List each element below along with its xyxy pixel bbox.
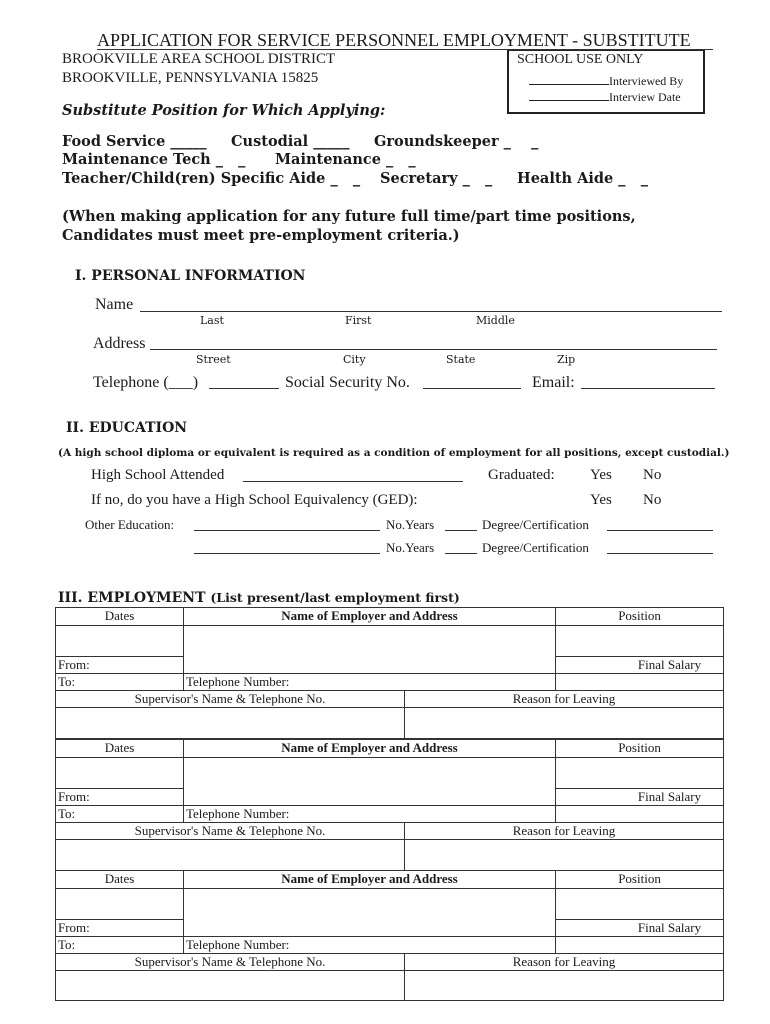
employer-telephone[interactable]: Telephone Number:	[184, 937, 556, 954]
position-teacher-aide[interactable]: Teacher/Child(ren) Specific Aide _ _	[62, 170, 361, 187]
interview-date-line	[529, 89, 681, 105]
degree-label-2: Degree/Certification	[482, 540, 589, 555]
employer-telephone[interactable]: Telephone Number:	[184, 674, 556, 691]
interview-date-label: Interview Date	[609, 90, 681, 104]
no-years-label-2: No.Years	[386, 540, 435, 555]
reason-input[interactable]	[405, 840, 724, 871]
ged-yes[interactable]: Yes	[590, 492, 612, 508]
employment-block-3	[55, 870, 724, 1001]
email-input[interactable]	[581, 388, 715, 389]
employer-telephone[interactable]: Telephone Number:	[184, 806, 556, 823]
final-salary-input[interactable]	[556, 806, 724, 823]
reason-label: Reason for Leaving	[405, 823, 724, 840]
criteria-note: (When making application for any future full time/part time positions, Candidates must meet pre-employment criteria.)	[62, 208, 636, 244]
graduated-label: Graduated:	[488, 467, 555, 483]
name-input[interactable]	[140, 311, 722, 312]
supervisor-input[interactable]	[56, 971, 405, 1001]
dates-header: Dates	[56, 608, 184, 626]
other-education-input-1[interactable]	[194, 530, 380, 531]
address-zip-caption: Zip	[557, 353, 576, 366]
ged-no[interactable]: No	[643, 492, 662, 508]
dates-header: Dates	[56, 740, 184, 758]
position-header: Position	[556, 608, 724, 626]
no-years-label-1: No.Years	[386, 517, 435, 532]
school-use-box	[507, 50, 705, 114]
final-salary-input[interactable]	[556, 937, 724, 954]
interviewed-by-label: Interviewed By	[609, 74, 684, 88]
education-heading: II. EDUCATION	[66, 420, 188, 436]
employment-heading: III. EMPLOYMENT (List present/last employment first)	[58, 590, 460, 606]
ged-label: If no, do you have a High School Equivalency (GED):	[91, 492, 418, 508]
position-header: Position	[556, 740, 724, 758]
supervisor-input[interactable]	[56, 708, 405, 739]
high-school-label: High School Attended	[91, 467, 225, 483]
other-education-input-2[interactable]	[194, 553, 380, 554]
telephone-input[interactable]	[209, 388, 279, 389]
employer-header: Name of Employer and Address	[184, 871, 556, 889]
from-field[interactable]: From:	[56, 789, 184, 806]
degree-input-2[interactable]	[607, 553, 713, 554]
education-note: (A high school diploma or equivalent is required as a condition of employment for all positions, except custodial.)	[58, 447, 730, 459]
to-field[interactable]: To:	[56, 937, 184, 954]
final-salary-label: Final Salary	[556, 920, 724, 937]
address-label: Address	[93, 335, 146, 352]
reason-label: Reason for Leaving	[405, 691, 724, 708]
from-field[interactable]: From:	[56, 657, 184, 674]
dates-header: Dates	[56, 871, 184, 889]
supervisor-input[interactable]	[56, 840, 405, 871]
to-field[interactable]: To:	[56, 806, 184, 823]
substitute-heading: Substitute Position for Which Applying:	[62, 102, 386, 119]
name-first-caption: First	[345, 314, 372, 327]
district-address: BROOKVILLE, PENNSYLVANIA 15825	[62, 70, 319, 86]
form-title: APPLICATION FOR SERVICE PERSONNEL EMPLOYMENT - SUBSTITUTE	[97, 30, 691, 50]
graduated-yes[interactable]: Yes	[590, 467, 612, 483]
final-salary-label: Final Salary	[556, 657, 724, 674]
reason-input[interactable]	[405, 708, 724, 739]
ssn-input[interactable]	[423, 388, 521, 389]
supervisor-label: Supervisor's Name & Telephone No.	[56, 823, 405, 840]
employer-header: Name of Employer and Address	[184, 608, 556, 626]
graduated-no[interactable]: No	[643, 467, 662, 483]
position-food-service[interactable]: Food Service _____	[62, 133, 207, 150]
name-middle-caption: Middle	[476, 314, 515, 327]
address-city-caption: City	[343, 353, 366, 366]
employer-input[interactable]	[184, 626, 556, 674]
address-state-caption: State	[446, 353, 476, 366]
employment-block-1	[55, 607, 724, 739]
employer-header: Name of Employer and Address	[184, 740, 556, 758]
supervisor-label: Supervisor's Name & Telephone No.	[56, 954, 405, 971]
no-years-input-1[interactable]	[445, 530, 477, 531]
address-input[interactable]	[150, 349, 717, 350]
position-input[interactable]	[556, 626, 724, 657]
final-salary-input[interactable]	[556, 674, 724, 691]
position-maintenance[interactable]: Maintenance _ _	[275, 151, 416, 168]
email-label: Email:	[532, 374, 575, 391]
final-salary-label: Final Salary	[556, 789, 724, 806]
personal-heading: I. PERSONAL INFORMATION	[75, 268, 306, 284]
name-label: Name	[95, 296, 134, 313]
interviewed-by-line	[529, 73, 683, 89]
school-use-title: SCHOOL USE ONLY	[517, 52, 644, 67]
high-school-input[interactable]	[243, 481, 463, 482]
district-name: BROOKVILLE AREA SCHOOL DISTRICT	[62, 51, 336, 67]
no-years-input-2[interactable]	[445, 553, 477, 554]
position-input[interactable]	[556, 889, 724, 920]
ssn-label: Social Security No.	[285, 374, 410, 391]
position-groundskeeper[interactable]: Groundskeeper _ _	[374, 133, 539, 150]
other-education-label: Other Education:	[85, 517, 175, 532]
telephone-label: Telephone (___)	[93, 374, 199, 391]
position-secretary[interactable]: Secretary _ _	[380, 170, 493, 187]
reason-label: Reason for Leaving	[405, 954, 724, 971]
position-custodial[interactable]: Custodial _____	[231, 133, 350, 150]
from-field[interactable]: From:	[56, 920, 184, 937]
employer-input[interactable]	[184, 758, 556, 806]
address-street-caption: Street	[196, 353, 231, 366]
employer-input[interactable]	[184, 889, 556, 937]
supervisor-label: Supervisor's Name & Telephone No.	[56, 691, 405, 708]
position-maintenance-tech[interactable]: Maintenance Tech _ _	[62, 151, 246, 168]
position-header: Position	[556, 871, 724, 889]
reason-input[interactable]	[405, 971, 724, 1001]
employment-block-2	[55, 739, 724, 871]
to-field[interactable]: To:	[56, 674, 184, 691]
position-input[interactable]	[556, 758, 724, 789]
degree-input-1[interactable]	[607, 530, 713, 531]
position-health-aide[interactable]: Health Aide _ _	[517, 170, 648, 187]
name-last-caption: Last	[200, 314, 224, 327]
degree-label-1: Degree/Certification	[482, 517, 589, 532]
